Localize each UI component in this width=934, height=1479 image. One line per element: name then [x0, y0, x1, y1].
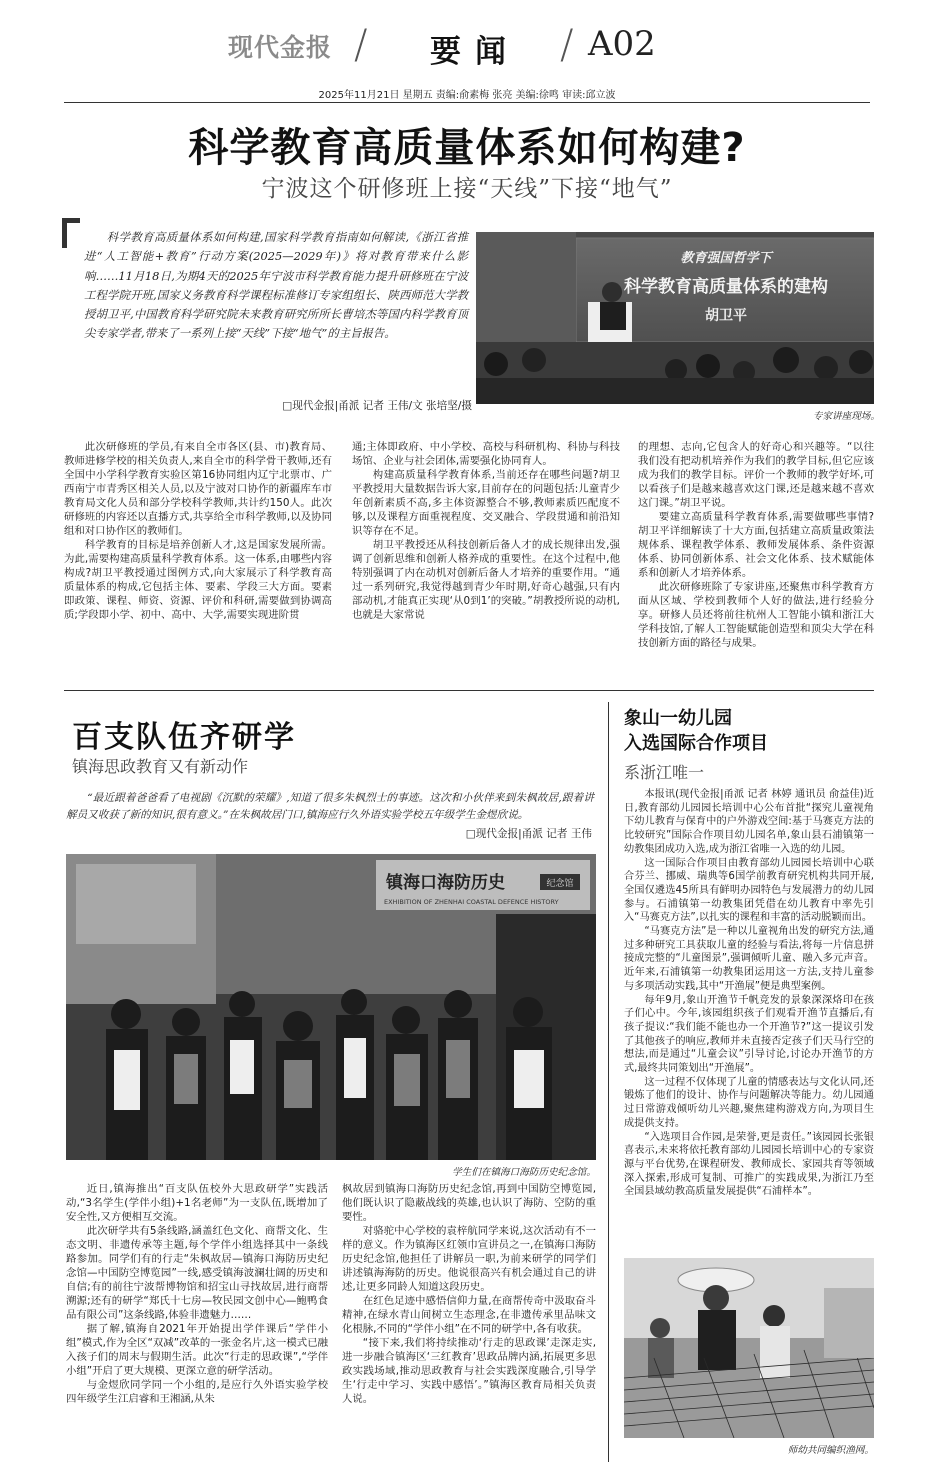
paragraph: 此次研学共有5条线路,涵盖红色文化、商帮文化、生态文明、非遗传承等主题,每个学伴小组选择其中一条线路参加。同学们有的行走“朱枫故居—镇海口海防历史纪念馆—中国防空博览园”一线,感受镇海波澜壮阔的历史和自信;有的前往宁波帮博物馆和招宝山寻找故居,进行商帮溯源;还有的研学“郑氏十七房—牧民园文创中心—鲍鸭食品有限公司”这条线路,体验非遗魅力…… — [66, 1225, 328, 1321]
dateline: 2025年11月21日 星期五 责编:俞素梅 张亮 美编:徐鸣 审读:邱立波 — [318, 90, 616, 101]
story2-column-1 — [66, 1182, 328, 1406]
story3-title-line1: 象山一幼儿园 — [624, 708, 732, 729]
kindergarten-caption: 师幼共同编织渔网。 — [787, 1445, 874, 1456]
paragraph: 近日,镇海推出“百支队伍校外大思政研学”实践活动,“3名学生(学伴小组)+1名老师”为一支队伍,既增加了安全性,又方便相互交流。 — [66, 1183, 328, 1223]
paragraph: “入选项目合作园,是荣誉,更是责任。”该园园长张银喜表示,未来将依托教育部幼儿园园长培训中心的专家资源与平台优势,在课程研发、教师成长、家园共育等领域深入探索,形成可复制、可推广的实践成果,为浙江乃至全国县域幼教高质量发展提供“石浦样本”。 — [624, 1131, 874, 1198]
paragraph: 要建立高质量科学教育体系,需要做哪些事情?胡卫平详细解读了十大方面,包括建立高质量政策法规体系、课程教学体系、教师发展体系、条件资源体系、协同创新体系、社会文化体系、技术赋能体系和创新人才培养体系。 — [638, 511, 874, 579]
story3-subtitle: 系浙江唯一 — [624, 763, 705, 782]
paragraph: 通;主体即政府、中小学校、高校与科研机构、科协与科技场馆、企业与社会团体,需要强化协同育人。 — [352, 441, 620, 467]
paragraph: 构建高质量科学教育体系,当前还存在哪些问题?胡卫平教授用大量数据告诉大家,目前存在的问题包括:儿童青少年创新素质不高,多主体资源整合不够,教师素质匹配度不够,以及课程方面重视程度、交叉融合、学段贯通和前沿知识等存在不足。 — [352, 469, 620, 537]
sign-tag: 纪念馆 — [546, 879, 574, 889]
banner-line3: 胡卫平 — [705, 308, 747, 324]
sign-english: EXHIBITION OF ZHENHAI COASTAL DEFENCE HISTORY — [384, 898, 559, 906]
column-divider — [608, 702, 609, 1462]
lecture-caption: 专家讲座现场。 — [812, 411, 880, 422]
main-column-2 — [352, 440, 620, 622]
masthead-divider: / — [560, 22, 574, 68]
masthead — [0, 22, 934, 74]
main-column-1 — [64, 440, 332, 622]
section-title: 要闻 — [430, 34, 520, 70]
paragraph: 胡卫平教授还从科技创新后备人才的成长规律出发,强调了创新思维和创新人格养成的重要性。在这个过程中,他特别强调了内在动机对创新后备人才培养的重要作用。“通过一系列研究,我觉得越到青少年时期,好奇心越强,只有内部动机,才能真正实现‘从0到1’的突破。”胡教授所说的动机,也就是大家常说 — [352, 539, 620, 621]
paragraph: 每年9月,象山开渔节千帆竞发的景象深深烙印在孩子们心中。今年,该园组织孩子们观看开渔节直播后,有孩子提议:“我们能不能也办一个开渔节?”这一提议引发了其他孩子的响应,教师并未直接否定孩子们天马行空的想法,而是通过“儿童会议”引导讨论,讨论办开渔节的方式,最终共同策划出“开渔展”。 — [624, 994, 874, 1075]
paragraph: 这一过程不仅体现了儿童的情感表达与文化认同,还锻炼了他们的设计、协作与问题解决等能力。幼儿园通过日常游戏倾听幼儿兴趣,聚焦建构游戏方向,为项目生成提供支持。 — [624, 1076, 874, 1129]
museum-photo — [66, 854, 596, 1160]
paragraph: 与金煜欣同学同一个小组的,是应行久外语实验学校四年级学生江启睿和王湘涵,从朱 — [66, 1379, 328, 1405]
lecture-scene — [476, 232, 874, 404]
header-rule — [64, 102, 870, 103]
banner-line2: 科学教育高质量体系的建构 — [624, 277, 828, 297]
page-number: A02 — [588, 24, 656, 64]
story2-quote: “最近跟着爸爸看了电视剧《沉默的荣耀》,知道了很多朱枫烈士的事迹。这次和小伙伴来到朱枫故居,跟着讲解员又收获了新的知识,很有意义。”在朱枫故居门口,镇海应行久外语实验学校五年级学生金煜欣说。 — [66, 792, 594, 821]
paragraph: 本报讯(现代金报|甬派 记者 林婷 通讯员 俞益佳)近日,教育部幼儿园园长培训中心公布首批“探究儿童视角下幼儿教育与保育中的户外游戏空间:基于马赛克方法的比较研究”国际合作项目幼儿园名单,象山县石浦镇第一幼教集团成功入选,成为浙江省唯一入选的幼儿园。 — [624, 789, 874, 855]
masthead-divider: / — [354, 22, 368, 68]
paragraph: 的理想、志向,它包含人的好奇心和兴趣等。“以往我们没有把动机培养作为我们的教学目标,但它应该成为我们的教学目标。评价一个教师的教学好坏,可以看孩子们是越来越喜欢这门课,还是越来越不喜欢这门课。”胡卫平说。 — [638, 441, 874, 509]
kindergarten-photo — [624, 1258, 874, 1438]
main-lead: 科学教育高质量体系如何构建,国家科学教育指南如何解读,《浙江省推进“人工智能+教育”行动方案(2025—2029年)》将对教育带来什么影响……11月18日,为期4天的2025年宁波市科学教育能力提升研修班在宁波工程学院开班,国家义务教育科学课程标准修订专家组组长、陕西师范大学教授胡卫平,中国教育科学研究院未来教育研究所所长曹培杰等国内科学教育顶尖专家学者,带来了一系列上接“天线”下接“地气”的主旨报告。 — [84, 230, 468, 341]
sign-main: 镇海口海防历史 — [386, 873, 505, 893]
main-byline: □现代金报|甬派 记者 王伟/文 张培坚/摄 — [282, 400, 472, 412]
paragraph: 枫故居到镇海口海防历史纪念馆,再到中国防空博览园,他们既认识了隐蔽战线的英雄,也认识了海防、空防的重要性。 — [342, 1183, 596, 1223]
paragraph: 此次研修班除了专家讲座,还聚焦市科学教育方面从区域、学校到教师个人好的做法,进行经验分享。研修人员还将前往杭州人工智能小镇和浙江大学科技馆,了解人工智能赋能创造型和顶尖大学在科技创新方面的路径与成果。 — [638, 581, 874, 649]
story3-body — [624, 788, 874, 1199]
weaving-scene — [624, 1258, 874, 1438]
main-column-3 — [638, 440, 874, 650]
paragraph: “接下来,我们将持续推动‘行走的思政课’走深走实,进一步融合镇海区‘三红教育’思政品牌内涵,拓展更多思政实践场域,推动思政教育与社会实践深度融合,引导学生‘行走中学习、实践中感悟’。”镇海区教育局相关负责人说。 — [342, 1337, 596, 1405]
story3-title — [624, 706, 768, 756]
story2-subtitle: 镇海思政教育又有新动作 — [72, 757, 249, 776]
lecture-photo — [476, 232, 874, 404]
newspaper-brand: 现代金报 — [228, 33, 333, 62]
story3-title-line2: 入选国际合作项目 — [624, 733, 768, 754]
paragraph: 据了解,镇海自2021年开始提出学伴课后“学伴小组”模式,作为全区“双减”改革的一张金名片,这一模式已融入孩子们的周末与假期生活。此次“行走的思政课”,“学伴小组”开启了更大规模、更深立意的研学活动。 — [66, 1323, 328, 1377]
section-divider — [64, 690, 874, 691]
paragraph: 这一国际合作项目由教育部幼儿园园长培训中心联合芬兰、挪威、瑞典等6国学前教育研究机构共同开展,全国仅遴选45所具有鲜明办园特色与发展潜力的幼儿园参与。石浦镇第一幼教集团凭借在幼儿教育中率先引入“马赛克方法”,以扎实的课程和丰富的活动脱颖而出。 — [624, 857, 874, 924]
paragraph: 科学教育的目标是培养创新人才,这是国家发展所需。为此,需要构建高质量科学教育体系。这一体系,由哪些内容构成?胡卫平教授通过图例方式,向大家展示了科学教育高质量体系的构成,它包括主体、要素、学段三大方面。要素即政策、课程、师资、资源、评价和科研,需要做到协调高质;学段即小学、初中、高中、大学,需要实现进阶贯 — [64, 539, 332, 621]
paragraph: 在红色足迹中感悟信仰力量,在商帮传奇中汲取奋斗精神,在绿水青山间树立生态理念,在非遗传承里品味文化根脉,不同的“学伴小组”在不同的研学中,各有收获。 — [342, 1295, 596, 1335]
paragraph: “马赛克方法”是一种以儿童视角出发的研究方法,通过多种研究工具获取儿童的经验与看法,将每一片信息拼接成完整的“儿童图景”,强调倾听儿童、融入多元声音。近年来,石浦镇第一幼教集团运用这一方法,支持儿童参与多项活动实践,其中“开渔展”便是典型案例。 — [624, 926, 874, 992]
banner-line1: 教育强国哲学下 — [680, 251, 772, 266]
story2-column-2 — [342, 1182, 596, 1406]
paragraph: 对骆驼中心学校的袁梓航同学来说,这次活动有不一样的意义。作为镇海区红领巾宣讲员之一,在镇海口海防历史纪念馆,他担任了讲解员一职,为前来研学的同学们讲述镇海海防的历史。他说很高兴有机会通过自己的讲述,让更多同龄人知道这段历史。 — [342, 1225, 596, 1293]
museum-caption: 学生们在镇海口海防历史纪念馆。 — [452, 1167, 596, 1178]
main-headline: 科学教育高质量体系如何构建? — [188, 125, 746, 171]
story2-title: 百支队伍齐研学 — [72, 720, 296, 755]
story2-byline: □现代金报|甬派 记者 王伟 — [465, 828, 592, 840]
lead-bracket — [62, 218, 80, 248]
museum-scene — [66, 854, 596, 1160]
paragraph: 此次研修班的学员,有来自全市各区(县、市)教育局、教师进修学校的相关负责人,来自全市的科学骨干教师,还有全国中小学科学教育实验区第16协同组内辽宁北票市、广西南宁市青秀区相关人员,以及宁波对口协作的新疆库车市教育局文化人员和部分学校科学教师,共计约150人。此次研修班的内容还以直播方式,共享给全市科学教师,以及协同组和对口协作区的教师们。 — [64, 441, 332, 537]
main-subheadline: 宁波这个研修班上接“天线”下接“地气” — [261, 176, 673, 202]
